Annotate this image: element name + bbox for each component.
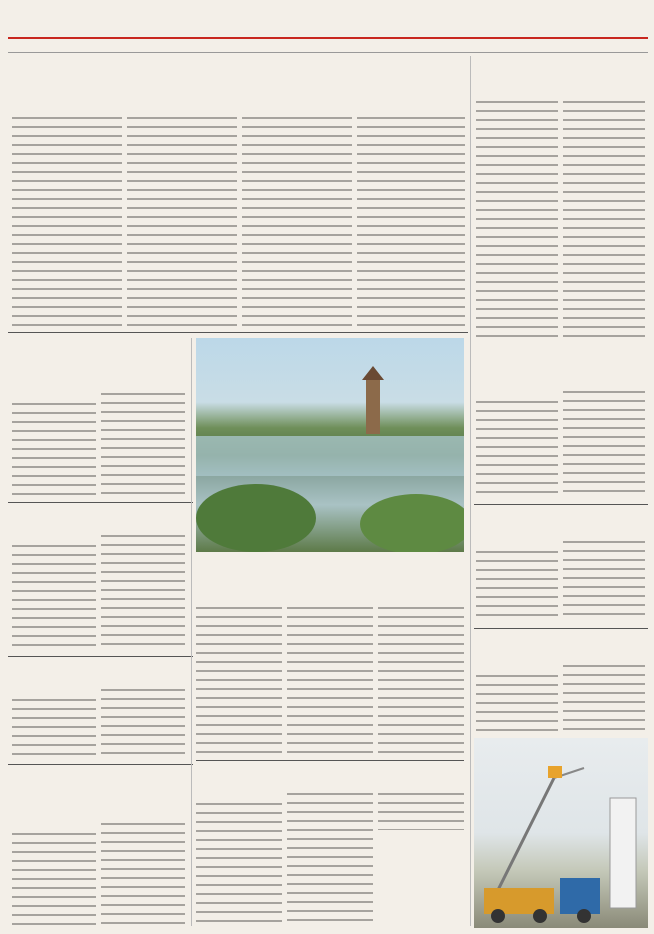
article-text-training-3 [378,790,464,830]
article-text-teaching-2 [101,686,185,756]
article-text-bailiff-3 [378,604,464,754]
article-headline-finance [24,772,184,816]
article-kicker-medical-insurance [476,348,646,360]
article-headline-nursing-clinic [12,508,192,528]
article-text-nursing-2 [101,532,185,648]
column-divider [470,56,471,926]
article-lead-disinfection [12,390,96,400]
article-lead-medical-insurance [476,388,558,398]
lead-text-col3 [242,114,352,326]
article-lead-e-bike-fire [476,662,558,672]
right-top-col2 [563,98,645,342]
article-text-law-1 [476,548,558,622]
section-rule [474,504,648,505]
article-headline-bailiff [230,566,430,590]
article-text-finance-1 [12,830,96,926]
section-rule [8,502,193,503]
header-rule [8,37,648,39]
section-rule [8,656,193,657]
article-text-teaching-1 [12,696,96,756]
article-byline-bailiff [290,590,370,600]
subheader-rule [8,52,648,53]
article-text-law-2 [563,538,645,622]
right-top-byline [520,84,600,94]
article-text-finance-2 [101,820,185,926]
lead-headline [12,60,466,98]
article-text-medical-2 [563,388,645,498]
article-text-nursing-1 [12,542,96,648]
article-lead-training [196,790,282,800]
article-headline-e-bike-fire [480,636,646,656]
article-headline-law-promotion [480,512,646,532]
section-rule [474,628,648,629]
article-text-fire-1 [476,672,558,732]
article-text-bailiff-1 [196,604,282,754]
article-lead-teaching-live [12,686,96,696]
contact-line [8,41,648,51]
article-headline-training [200,766,400,786]
lead-text-col2 [127,114,237,326]
page-header [8,6,648,38]
street-repair-photo-art [474,738,648,928]
article-lead-finance [12,820,96,830]
article-text-training-1 [196,800,282,926]
article-headline-medical-insurance [480,362,646,382]
section-rule [8,764,193,765]
article-headline-teaching-live [12,662,192,682]
right-top-col1 [476,98,558,342]
article-text-bailiff-2 [287,604,373,754]
right-top-headline [476,58,646,82]
repair-photo-caption [378,834,464,894]
section-rule [196,760,464,761]
article-text-medical-1 [476,398,558,498]
lead-text-col1 [12,114,122,326]
article-lead-law-promotion [476,538,558,548]
street-repair-photo [474,738,648,928]
article-headline-disinfection [12,342,188,386]
article-text-fire-2 [563,662,645,732]
article-text-disinfection-2 [101,390,185,496]
section-rule [8,332,468,333]
column-divider [191,338,192,926]
lead-text-col4 [357,114,465,326]
article-text-disinfection-1 [12,400,96,496]
article-text-training-2 [287,790,373,926]
river-photo [196,338,464,552]
river-photo-art [196,338,464,552]
article-lead-nursing-clinic [12,532,96,542]
lead-byline [180,102,300,112]
